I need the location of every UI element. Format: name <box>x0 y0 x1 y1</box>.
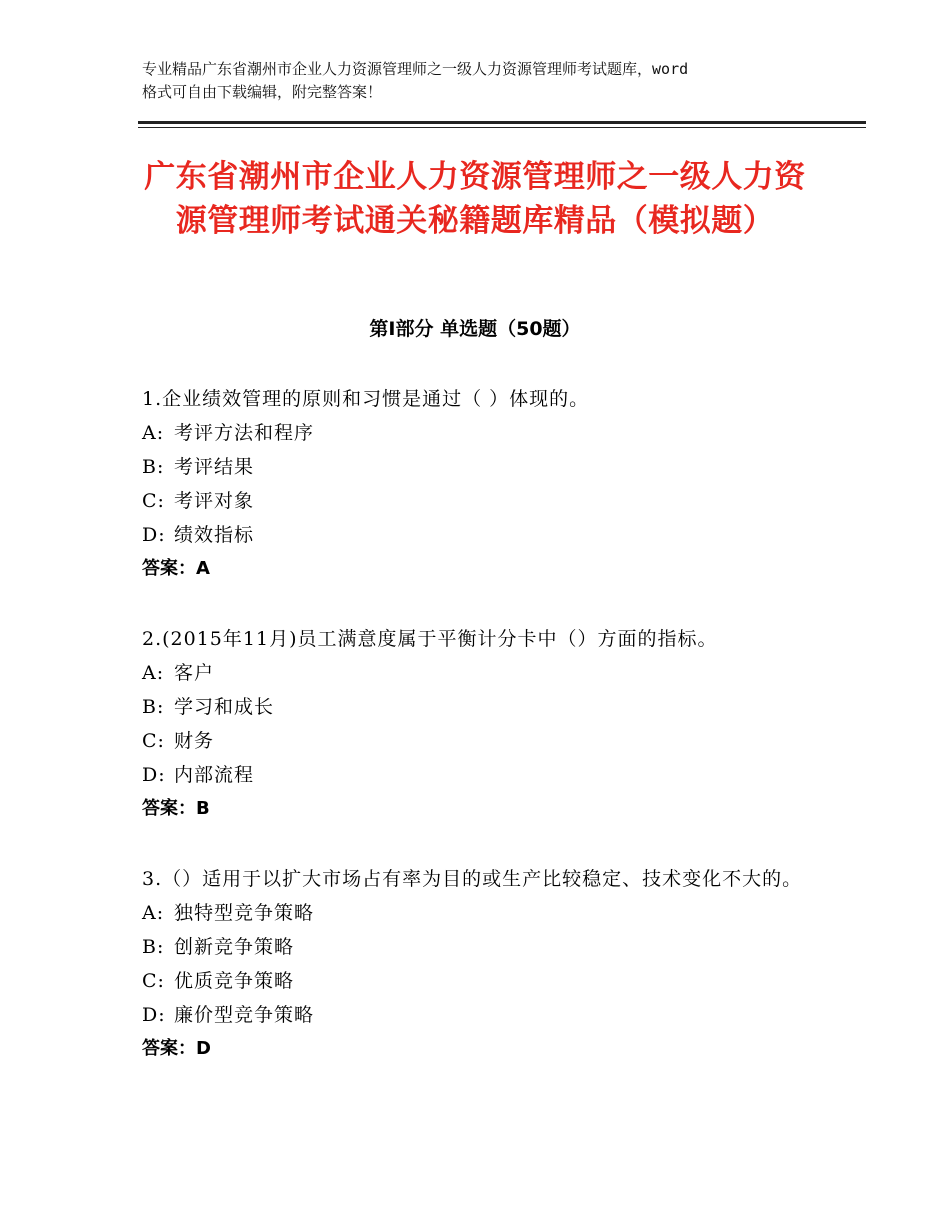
option-key: D: <box>142 524 166 546</box>
option-key: A: <box>142 902 165 924</box>
option-key: B: <box>142 456 165 478</box>
header-note-line-2: 格式可自由下载编辑，附完整答案！ <box>142 83 383 101</box>
option-key: B: <box>142 936 165 958</box>
answer: 答案：B <box>142 798 210 819</box>
option-text: 创新竞争策略 <box>174 936 295 958</box>
option-a <box>142 416 812 450</box>
option-text: 内部流程 <box>174 764 255 786</box>
option-key: B: <box>142 696 165 718</box>
option-text: 廉价型竞争策略 <box>174 1004 315 1026</box>
option-a <box>142 656 812 690</box>
option-d <box>142 518 812 552</box>
option-b <box>142 450 812 484</box>
header-note-line-1: 专业精品广东省潮州市企业人力资源管理师之一级人力资源管理师考试题库，word <box>142 60 689 78</box>
option-key: A: <box>142 422 165 444</box>
option-key: D: <box>142 1004 166 1026</box>
option-key: C: <box>142 490 165 512</box>
option-key: C: <box>142 970 165 992</box>
option-text: 考评方法和程序 <box>174 422 315 444</box>
header-note <box>142 58 822 104</box>
option-key: D: <box>142 764 166 786</box>
header-rule-thick <box>138 121 866 124</box>
option-text: 绩效指标 <box>174 524 255 546</box>
question-2 <box>142 623 812 826</box>
option-c <box>142 964 812 998</box>
question-stem: 1.企业绩效管理的原则和习惯是通过（ ）体现的。 <box>142 388 590 410</box>
header-rule-thin <box>138 127 866 128</box>
option-d <box>142 998 812 1032</box>
option-text: 独特型竞争策略 <box>174 902 315 924</box>
section-title: 第Ⅰ部分 单选题（50题） <box>369 318 581 340</box>
option-text: 财务 <box>174 730 215 752</box>
document-title: 广东省潮州市企业人力资源管理师之一级人力资源管理师考试通关秘籍题库精品（模拟题） <box>144 159 806 239</box>
option-b <box>142 930 812 964</box>
option-text: 考评结果 <box>174 456 255 478</box>
option-key: A: <box>142 662 165 684</box>
option-d <box>142 758 812 792</box>
question-stem: 3.（）适用于以扩大市场占有率为目的或生产比较稳定、技术变化不大的。 <box>142 868 803 890</box>
option-b <box>142 690 812 724</box>
option-text: 优质竞争策略 <box>174 970 295 992</box>
option-text: 客户 <box>174 662 215 684</box>
question-1 <box>142 383 812 586</box>
option-text: 学习和成长 <box>174 696 275 718</box>
question-3 <box>142 863 812 1066</box>
question-stem: 2.(2015年11月)员工满意度属于平衡计分卡中（）方面的指标。 <box>142 628 718 650</box>
option-text: 考评对象 <box>174 490 255 512</box>
answer: 答案：A <box>142 558 210 579</box>
option-c <box>142 724 812 758</box>
option-c <box>142 484 812 518</box>
question-list <box>142 383 812 1103</box>
option-a <box>142 896 812 930</box>
answer: 答案：D <box>142 1038 211 1059</box>
option-key: C: <box>142 730 165 752</box>
